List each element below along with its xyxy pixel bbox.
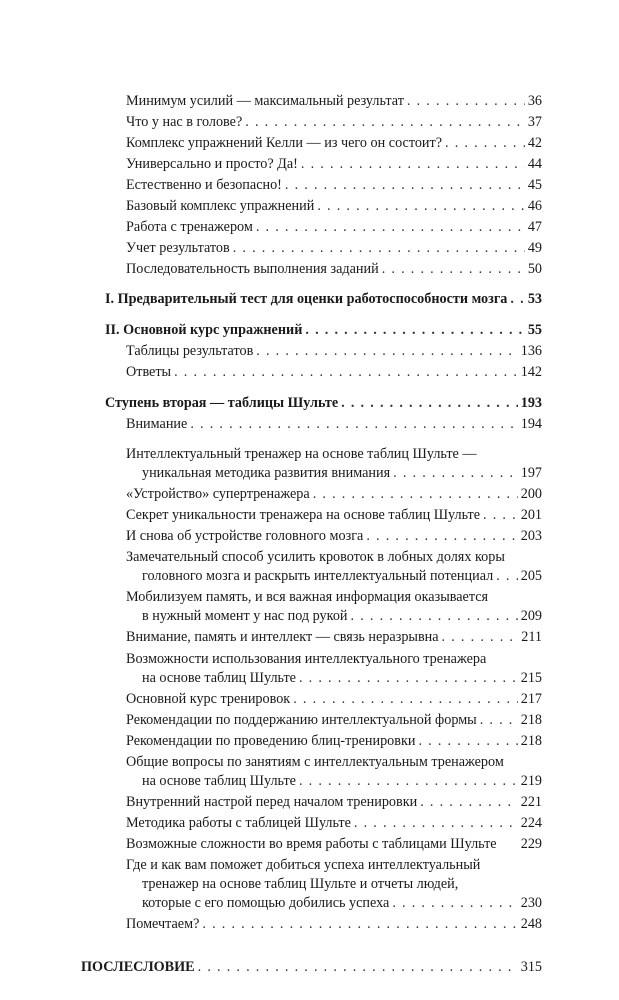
dot-leader — [317, 197, 525, 215]
toc-entry-title: Внутренний настрой перед началом тренировки — [126, 794, 418, 810]
toc-entry-page: 203 — [520, 528, 542, 544]
dot-leader — [420, 793, 518, 811]
toc-entry-page: 142 — [520, 364, 542, 380]
toc-entry-page: 53 — [527, 291, 542, 307]
toc-entry-title: в нужный момент у нас под рукой — [142, 608, 348, 624]
dot-leader — [198, 958, 518, 976]
toc-entry-page: 37 — [527, 114, 542, 130]
toc-entry-title-line: тренажер на основе таблиц Шульте и отчеты людей, — [142, 876, 459, 892]
toc-entry-page: 229 — [520, 836, 542, 852]
toc-entry-title-line: Интеллектуальный тренажер на основе таблиц Шульте — — [126, 446, 477, 462]
toc-entry-page: 55 — [527, 322, 542, 338]
dot-leader — [202, 915, 517, 933]
dot-leader — [305, 321, 524, 339]
toc-entry-title: Базовый комплекс упражнений — [126, 198, 315, 214]
toc-entry-page: 136 — [520, 343, 542, 359]
toc-entry-title: которые с его помощью добились успеха — [142, 895, 390, 911]
toc-entry-title-line: Замечательный способ усилить кровоток в лобных долях коры — [126, 549, 505, 565]
toc-entry-page: 205 — [520, 568, 542, 584]
toc-entry-page: 219 — [520, 773, 542, 789]
toc-entry-title: Рекомендации по поддержанию интеллектуальной формы — [126, 712, 477, 728]
toc-entry-title: головного мозга и раскрыть интеллектуальный потенциал — [142, 568, 494, 584]
toc-entry-title: Работа с тренажером — [126, 219, 253, 235]
toc-entry-title: Секрет уникальности тренажера на основе таблиц Шульте — [126, 507, 481, 523]
toc-entry-page: 197 — [520, 465, 542, 481]
toc-entry-page: 47 — [527, 219, 542, 235]
toc-entry-page: 46 — [527, 198, 542, 214]
dot-leader — [392, 894, 517, 912]
toc-entry-title: Возможные сложности во время работы с таблицами Шульте — [126, 836, 497, 852]
dot-leader — [285, 176, 525, 194]
toc-entry-title: Естественно и безопасно! — [126, 177, 282, 193]
toc-entry-title: ПОСЛЕСЛОВИЕ — [81, 959, 195, 975]
toc-entry-title: I. Предварительный тест для оценки работоспособности мозга — [105, 291, 508, 307]
dot-leader — [256, 218, 525, 236]
dot-leader — [341, 394, 518, 412]
dot-leader — [510, 290, 524, 308]
toc-entry-title: Ступень вторая — таблицы Шульте — [105, 395, 339, 411]
dot-leader — [351, 607, 518, 625]
toc-entry-title-line: Общие вопросы по занятиям с интеллектуальным тренажером — [126, 754, 504, 770]
toc-entry-title: Таблицы результатов — [126, 343, 254, 359]
toc-entry-title: на основе таблиц Шульте — [142, 670, 296, 686]
toc-entry-page: 315 — [520, 959, 542, 975]
toc-entry-title: Рекомендации по проведению блиц-тренировки — [126, 733, 416, 749]
toc-entry-page: 194 — [520, 416, 542, 432]
toc-entry-title: на основе таблиц Шульте — [142, 773, 296, 789]
toc-entry-page: 201 — [520, 507, 542, 523]
dot-leader — [256, 342, 517, 360]
toc-entry-page: 45 — [527, 177, 542, 193]
toc-entry-title: «Устройство» супертренажера — [126, 486, 310, 502]
toc-entry-title: Последовательность выполнения заданий — [126, 261, 379, 277]
toc-entry-title-line: Возможности использования интеллектуального тренажера — [126, 651, 487, 667]
toc-entry-page: 193 — [520, 395, 542, 411]
toc-entry-title: Учет результатов — [126, 240, 230, 256]
toc-entry-page: 217 — [520, 691, 542, 707]
toc-entry-page: 224 — [520, 815, 542, 831]
toc-entry-page: 218 — [520, 712, 542, 728]
toc-entry-title: Минимум усилий — максимальный результат — [126, 93, 404, 109]
dot-leader — [407, 92, 525, 110]
toc-entry-title: Основной курс тренировок — [126, 691, 291, 707]
toc-entry-title: Что у нас в голове? — [126, 114, 243, 130]
dot-leader — [480, 711, 518, 729]
dot-leader — [313, 485, 518, 503]
toc-entry-title: Внимание, память и интеллект — связь неразрывна — [126, 629, 439, 645]
dot-leader — [382, 260, 525, 278]
toc-entry-page: 44 — [527, 156, 542, 172]
toc-entry-title: И снова об устройстве головного мозга — [126, 528, 364, 544]
toc-entry-page: 50 — [527, 261, 542, 277]
toc-entry-title: Методика работы с таблицей Шульте — [126, 815, 351, 831]
dot-leader — [174, 363, 518, 381]
toc-entry-page: 200 — [520, 486, 542, 502]
toc-entry-page: 248 — [520, 916, 542, 932]
toc-entry-page: 49 — [527, 240, 542, 256]
toc-entry-title-line: Где и как вам поможет добиться успеха интеллектуальный — [126, 857, 481, 873]
toc-entry-title-line: Мобилизуем память, и вся важная информация оказывается — [126, 589, 489, 605]
toc-entry-page: 209 — [520, 608, 542, 624]
toc-entry-title: II. Основной курс упражнений — [105, 322, 303, 338]
toc-entry-page: 42 — [527, 135, 542, 151]
toc-entry-title: Комплекс упражнений Келли — из чего он состоит? — [126, 135, 443, 151]
dot-leader — [445, 134, 525, 152]
dot-leader — [393, 464, 518, 482]
dot-leader — [483, 506, 518, 524]
toc-entry-page: 218 — [520, 733, 542, 749]
dot-leader — [366, 527, 517, 545]
toc-entry-title: Помечтаем? — [126, 916, 200, 932]
toc-entry-title: Внимание — [126, 416, 188, 432]
dot-leader — [301, 155, 525, 173]
dot-leader — [442, 628, 519, 646]
toc-entry-page: 36 — [527, 93, 542, 109]
toc-entry-page: 221 — [520, 794, 542, 810]
dot-leader — [496, 567, 518, 585]
dot-leader — [190, 415, 517, 433]
dot-leader — [299, 669, 518, 687]
dot-leader — [245, 113, 525, 131]
dot-leader — [233, 239, 525, 257]
toc-entry-title: уникальная методика развития внимания — [142, 465, 391, 481]
toc-entry-title: Ответы — [126, 364, 172, 380]
toc-entry-page: 230 — [520, 895, 542, 911]
dot-leader — [293, 690, 518, 708]
dot-leader — [418, 732, 517, 750]
toc-entry-page: 211 — [521, 629, 542, 645]
toc-entry-page: 215 — [520, 670, 542, 686]
dot-leader — [299, 772, 518, 790]
toc-entry-title: Универсально и просто? Да! — [126, 156, 298, 172]
dot-leader — [354, 814, 518, 832]
